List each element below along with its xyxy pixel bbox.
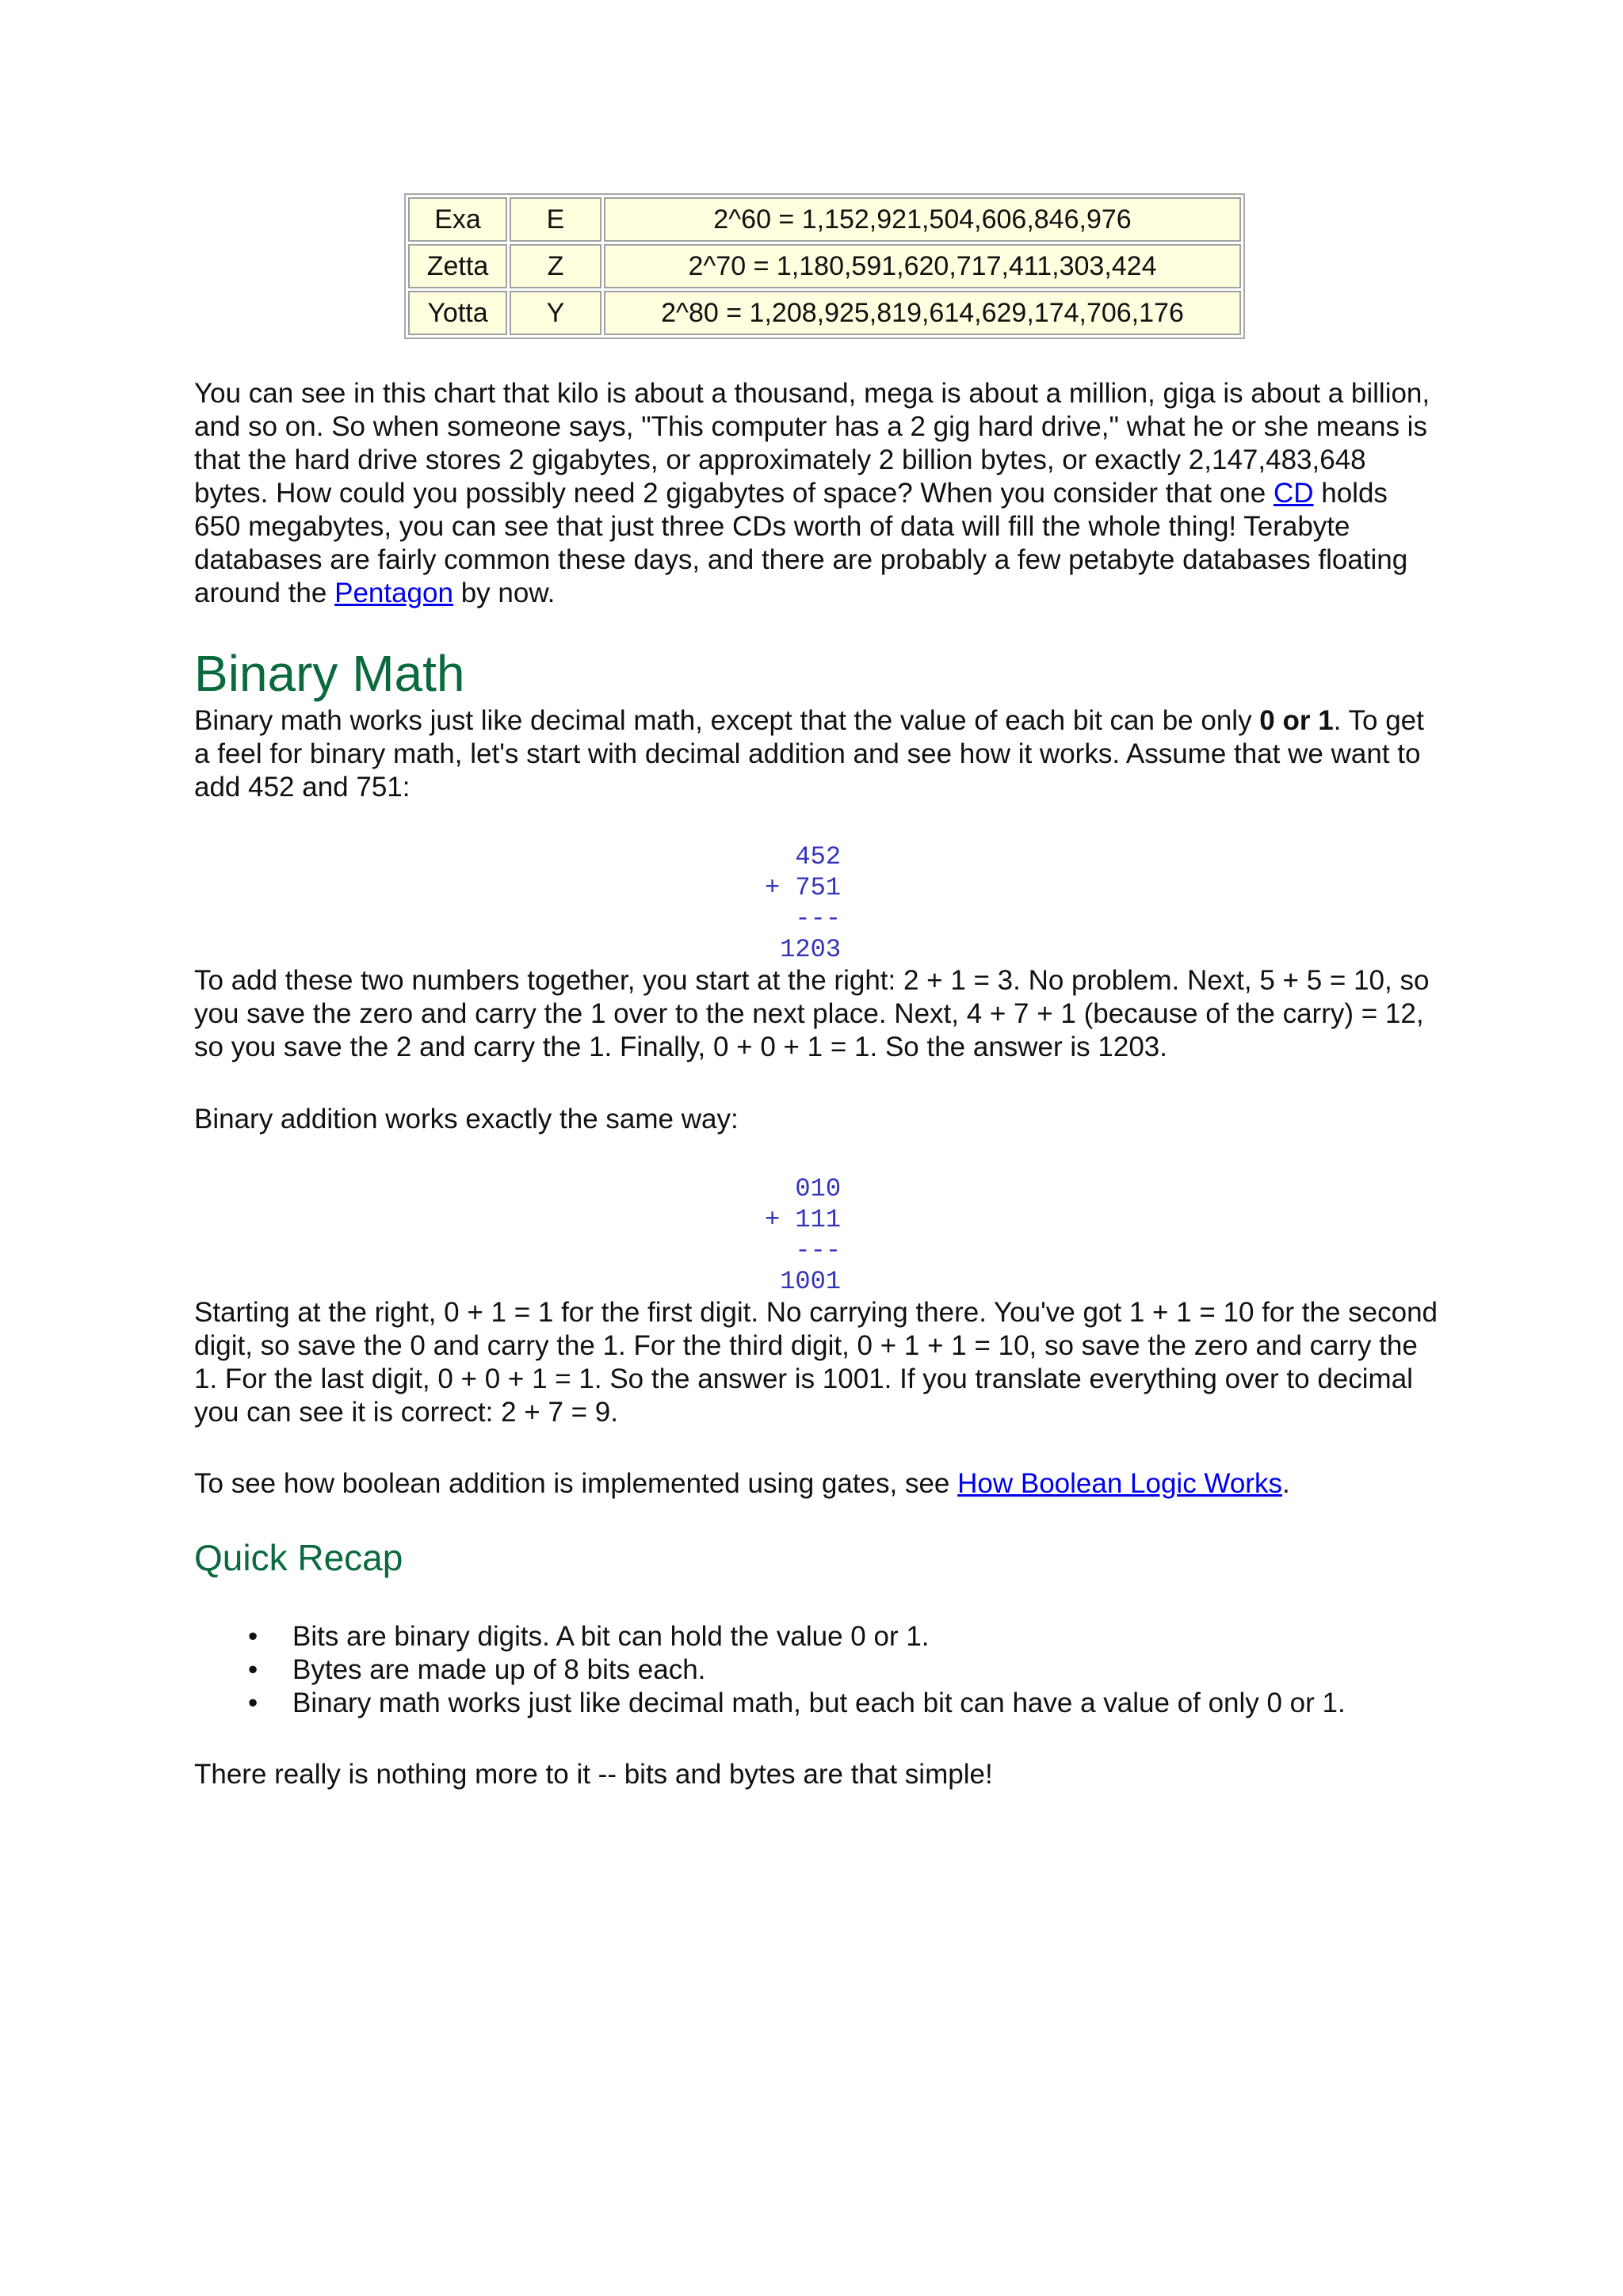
prefix-name-cell: Zetta: [408, 244, 507, 288]
decimal-explanation: To add these two numbers together, you start at the right: 2 + 1 = 3. No problem. Next, 5 + 5 = 10, so you save the zero and carry the 1 over to the next place. Next, 4 + 7 + 1 (because of the carry) = 12, so you save the 2 and carry the 1. Finally, 0 + 0 + 1 = 1. So the answer is 1203.: [194, 965, 1430, 1062]
bullet-icon: •: [248, 1688, 258, 1718]
prefix-value-cell: 2^80 = 1,208,925,819,614,629,174,706,176: [604, 291, 1241, 335]
prefix-value-cell: 2^70 = 1,180,591,620,717,411,303,424: [604, 244, 1241, 288]
prefix-table: [404, 193, 1245, 339]
calc-line: + 111: [765, 1205, 842, 1234]
prefix-symbol-cell: Y: [510, 291, 601, 335]
calc-line: 452: [765, 842, 842, 871]
calc-line: 1203: [765, 935, 842, 964]
calc-line: ---: [765, 1236, 842, 1265]
calc-line: 1001: [765, 1267, 842, 1296]
calc-line: ---: [765, 904, 842, 933]
binary-explanation: Starting at the right, 0 + 1 = 1 for the first digit. No carrying there. You've got 1 + 1 = 10 for the second digit, so save the 0 and carry the 1. For the third digit, 0 + 1 + 1 = 10, so save the zero and carry the 1. For the last digit, 0 + 0 + 1 = 1. So the answer is 1001. If you translate everything over to decimal you can see it is correct: 2 + 7 = 9.: [194, 1297, 1438, 1428]
prefix-name-cell: Exa: [408, 197, 507, 242]
binary-intro-bold: 0 or 1: [1259, 705, 1334, 736]
list-item: [194, 1653, 1346, 1687]
list-item-text: Bits are binary digits. A bit can hold the value 0 or 1.: [292, 1621, 930, 1652]
prefix-name-cell: Yotta: [408, 291, 507, 335]
calc-line: + 751: [765, 873, 842, 902]
bullet-icon: •: [248, 1621, 258, 1652]
list-item-text: Bytes are made up of 8 bits each.: [292, 1654, 706, 1685]
prefix-symbol-cell: E: [510, 197, 601, 242]
quick-recap-heading: Quick Recap: [194, 1537, 403, 1578]
bullet-icon: •: [248, 1654, 258, 1685]
cd-link[interactable]: CD: [1273, 478, 1314, 509]
boolean-text-2: .: [1281, 1468, 1290, 1499]
intro-paragraph: [194, 377, 1438, 610]
pentagon-link[interactable]: Pentagon: [334, 578, 453, 608]
table-row: [408, 291, 1241, 335]
list-item-text: Binary math works just like decimal math, but each bit can have a value of only 0 or 1.: [292, 1688, 1346, 1718]
table-row: [408, 197, 1241, 242]
binary-intro-text-1: Binary math works just like decimal math, except that the value of each bit can be only: [194, 705, 1260, 736]
binary-math-heading: Binary Math: [194, 645, 465, 702]
prefix-value-cell: 2^60 = 1,152,921,504,606,846,976: [604, 197, 1241, 242]
list-item: [194, 1687, 1346, 1720]
calc-line: 010: [765, 1174, 842, 1203]
boolean-text-1: To see how boolean addition is implemented using gates, see: [194, 1468, 958, 1499]
closing-paragraph: There really is nothing more to it -- bits and bytes are that simple!: [194, 1759, 993, 1790]
intro-text-2: holds 650 megabytes, you can see that just three CDs worth of data will fill the whole thing! Terabyte databases are fairly common these days, and there are probably a few petabyte databases floating around the: [194, 478, 1408, 608]
table-row: [408, 244, 1241, 288]
prefix-symbol-cell: Z: [510, 244, 601, 288]
boolean-logic-paragraph: [194, 1467, 1438, 1501]
binary-intro-text-2: . To get a feel for binary math, let's start with decimal addition and see how it works. Assume that we want to add 452 and 751:: [194, 705, 1424, 803]
how-boolean-logic-works-link[interactable]: How Boolean Logic Works: [957, 1468, 1282, 1499]
binary-addition-intro: Binary addition works exactly the same way:: [194, 1104, 739, 1135]
list-item: [194, 1620, 1346, 1653]
intro-text-1: You can see in this chart that kilo is about a thousand, mega is about a million, giga is about a billion, and so on. So when someone says, "This computer has a 2 gig hard drive," what he or she means is that the hard drive stores 2 gigabytes, or approximately 2 billion bytes, or exactly 2,147,483,648 bytes. How could you possibly need 2 gigabytes of space? When you consider that one: [194, 378, 1430, 509]
intro-text-3: by now.: [453, 578, 556, 608]
binary-addition-example: [765, 1173, 841, 1297]
recap-list: [194, 1620, 1346, 1720]
binary-math-intro: [194, 704, 1438, 804]
decimal-addition-example: [765, 841, 841, 965]
